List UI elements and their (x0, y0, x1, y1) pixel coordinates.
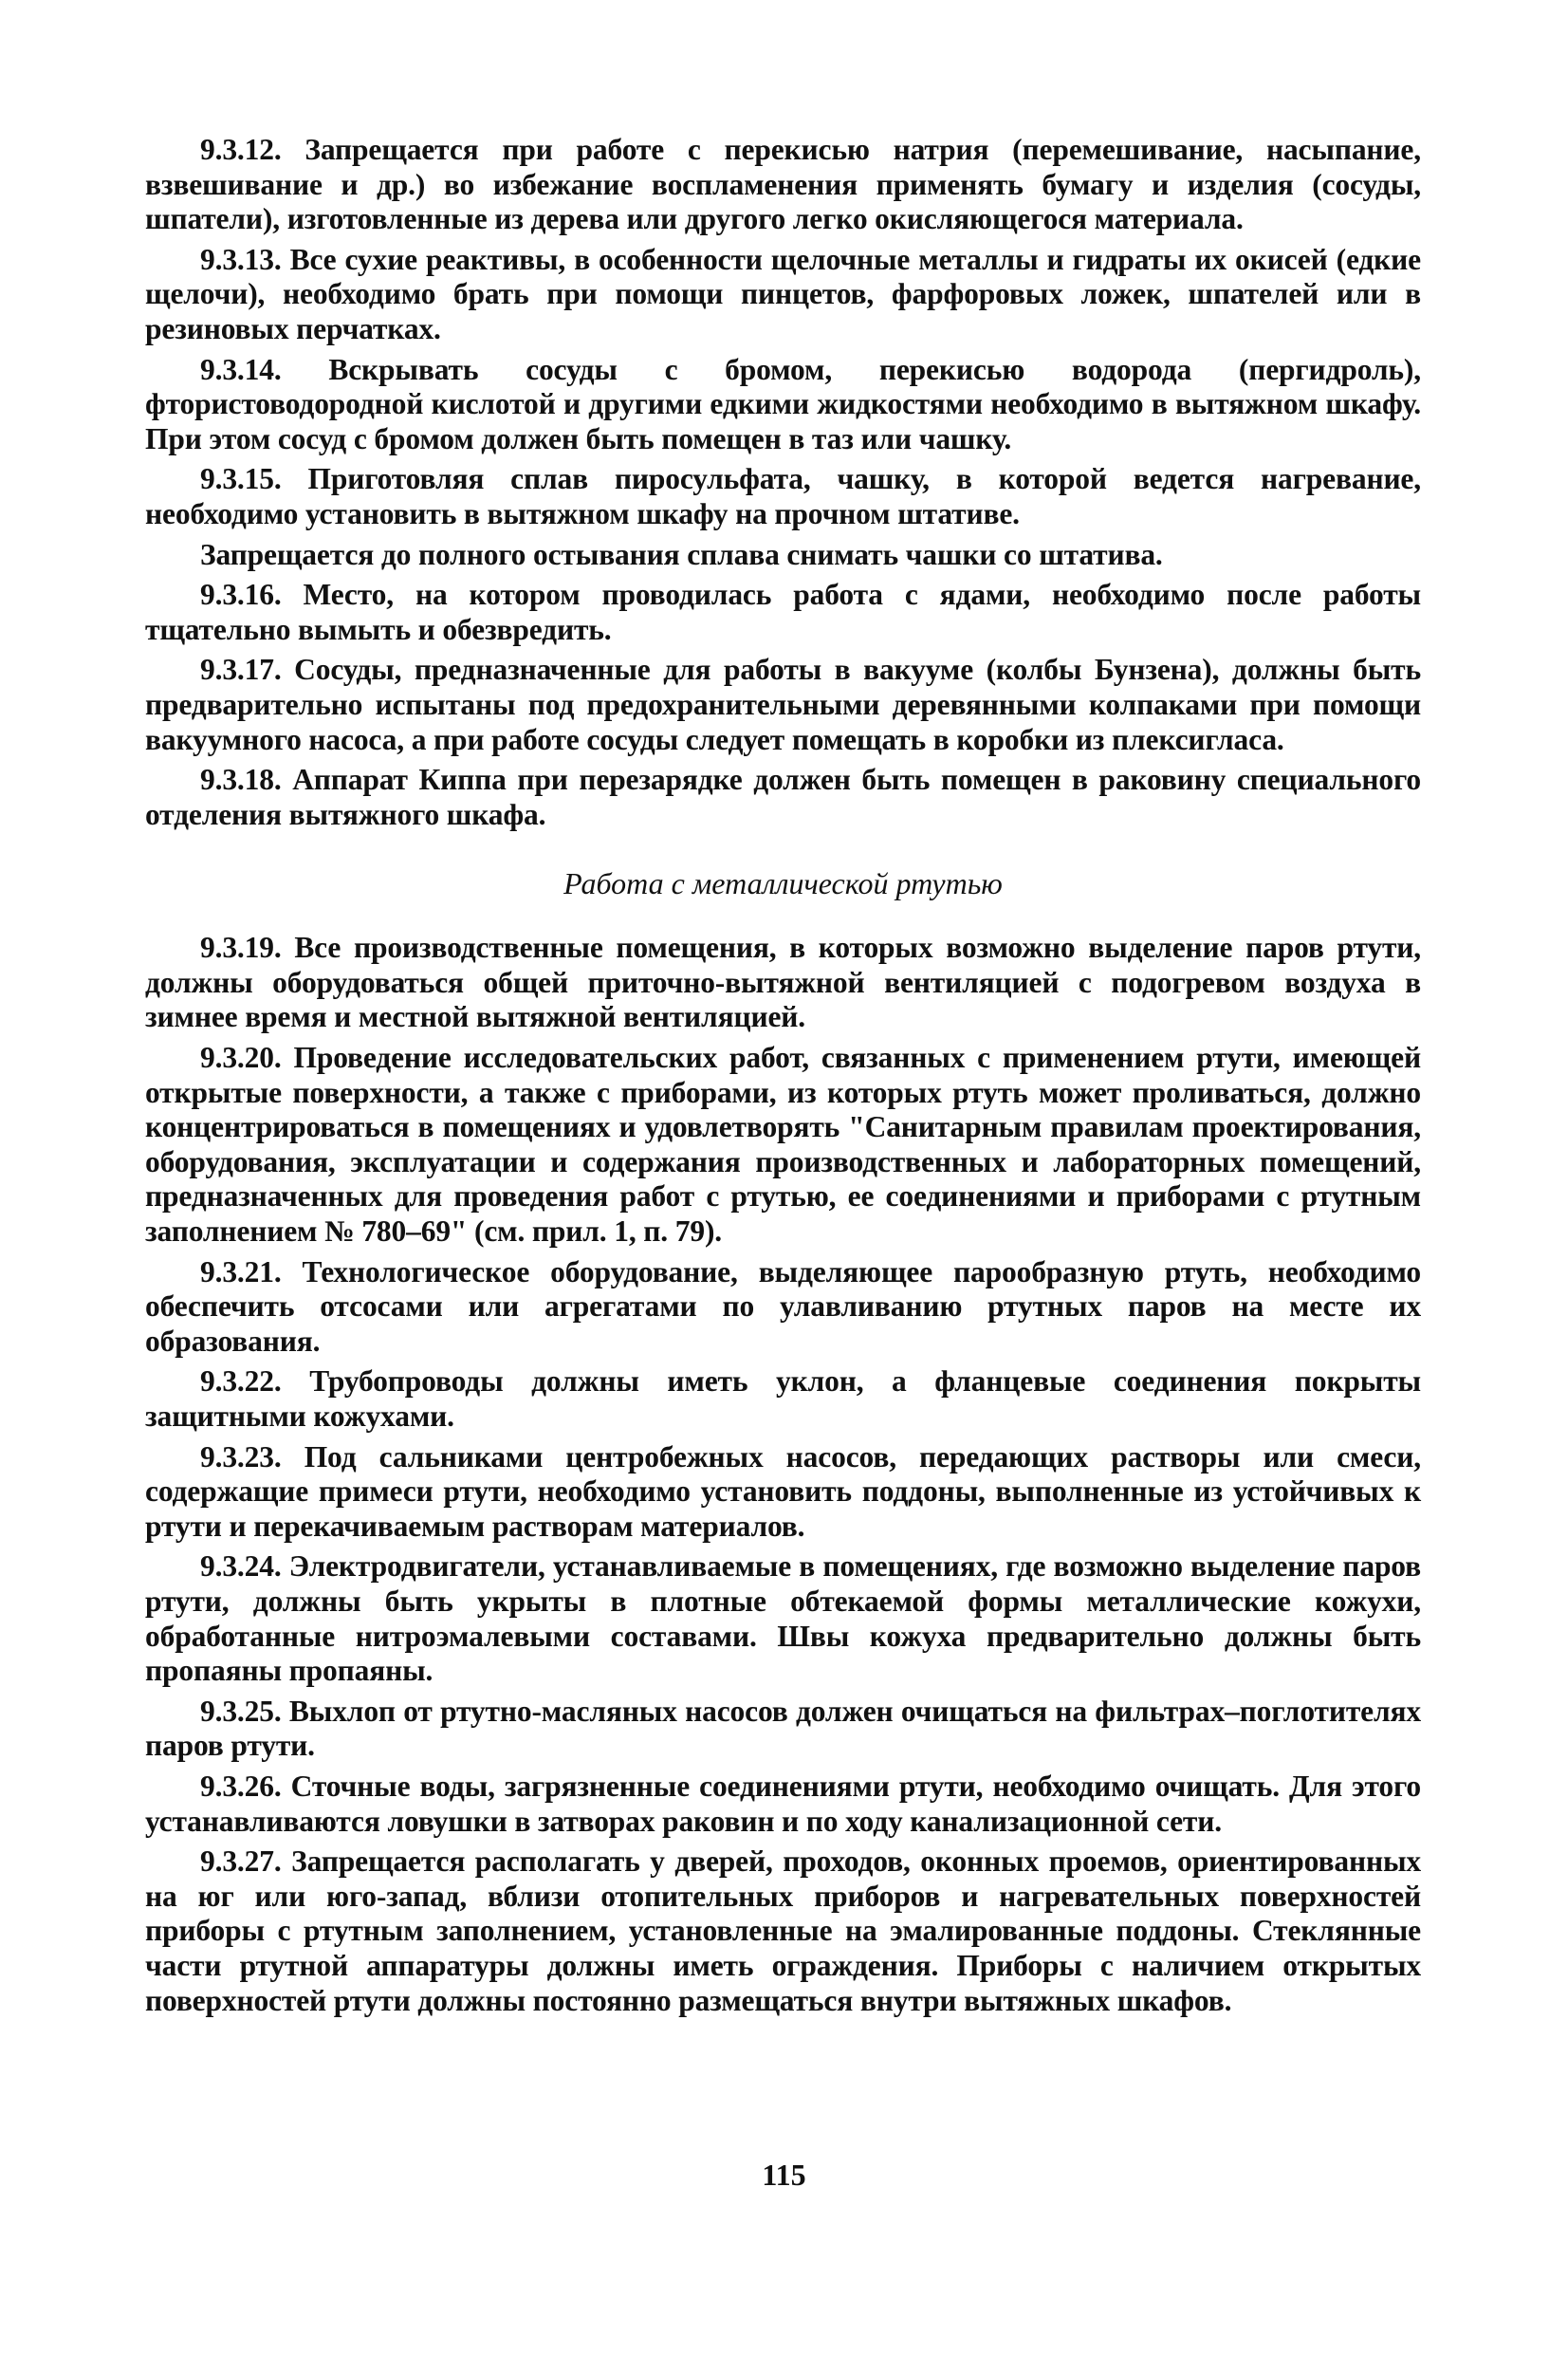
paragraph-9-3-23: 9.3.23. Под сальниками центробежных насосов, передающих растворы или смеси, содержащие примеси ртути, необходимо установить поддоны, выполненные из устойчивых к ртути и перекачиваемым растворам материалов. (145, 1439, 1421, 1543)
paragraph-9-3-20: 9.3.20. Проведение исследовательских работ, связанных с применением ртути, имеющей открытые поверхности, а также с приборами, из которых ртуть может проливаться, должно концентрироваться в помещениях и удовлетворять "Санитарным правилам проектирования, оборудования, эксплуатации и содержания производственных и лабораторных помещений, предназначенных для проведения работ с ртутью, ее соединениями и приборами с ртутным заполнением № 780–69" (см. прил. 1, п. 79). (145, 1041, 1421, 1249)
paragraph-9-3-16: 9.3.16. Место, на котором проводилась работа с ядами, необходимо после работы тщательно вымыть и обезвредить. (145, 578, 1421, 646)
paragraph-9-3-19: 9.3.19. Все производственные помещения, в которых возможно выделение паров ртути, должны оборудоваться общей приточно-вытяжной вентиляцией с подогревом воздуха в зимнее время и местной вытяжной вентиляцией. (145, 931, 1421, 1034)
paragraph-9-3-26: 9.3.26. Сточные воды, загрязненные соединениями ртути, необходимо очищать. Для этого устанавливаются ловушки в затворах раковин и по ходу канализационной сети. (145, 1769, 1421, 1838)
paragraph-9-3-21: 9.3.21. Технологическое оборудование, выделяющее парообразную ртуть, необходимо обеспечить отсосами или агрегатами по улавливанию ртутных паров на месте их образования. (145, 1254, 1421, 1358)
paragraph-9-3-24: 9.3.24. Электродвигатели, устанавливаемые в помещениях, где возможно выделение паров ртути, должны быть укрыты в плотные обтекаемой формы металлические кожухи, обработанные нитроэмалевыми составами. Швы кожуха предварительно должны быть пропаяны пропаяны. (145, 1549, 1421, 1688)
paragraph-9-3-17: 9.3.17. Сосуды, предназначенные для работы в вакууме (колбы Бунзена), должны быть предварительно испытаны под предохранительными деревянными колпаками при помощи вакуумного насоса, а при работе сосуды следует помещать в коробки из плексигласа. (145, 653, 1421, 756)
paragraph-9-3-14: 9.3.14. Вскрывать сосуды с бромом, перекисью водорода (пергидроль), фтористоводородной кислотой и другими едкими жидкостями необходимо в вытяжном шкафу. При этом сосуд с бромом должен быть помещен в таз или чашку. (145, 352, 1421, 455)
paragraph-9-3-25: 9.3.25. Выхлоп от ртутно-масляных насосов должен очищаться на фильтрах–поглотителях паров ртути. (145, 1694, 1421, 1763)
paragraph-9-3-18: 9.3.18. Аппарат Киппа при перезарядке должен быть помещен в раковину специального отделения вытяжного шкафа. (145, 763, 1421, 831)
section-heading: Работа с металлической ртутью (563, 866, 1003, 901)
paragraph-9-3-15: 9.3.15. Приготовляя сплав пиросульфата, чашку, в которой ведется нагревание, необходимо установить в вытяжном шкафу на прочном штативе. (145, 462, 1421, 530)
paragraph-9-3-22: 9.3.22. Трубопроводы должны иметь уклон, а фланцевые соединения покрыты защитными кожухами. (145, 1364, 1421, 1433)
page-body (145, 133, 1421, 2024)
paragraph-9-3-15-note: Запрещается до полного остывания сплава снимать чашки со штатива. (200, 537, 1163, 571)
paragraph-9-3-13: 9.3.13. Все сухие реактивы, в особенности щелочные металлы и гидраты их окисей (едкие щелочи), необходимо брать при помощи пинцетов, фарфоровых ложек, шпателей или в резиновых перчатках. (145, 242, 1421, 345)
paragraph-9-3-27: 9.3.27. Запрещается располагать у дверей, проходов, оконных проемов, ориентированных на юг или юго-запад, вблизи отопительных приборов и нагревательных поверхностей приборы с ртутным заполнением, установленные на эмалированные поддоны. Стеклянные части ртутной аппаратуры должны иметь ограждения. Приборы с наличием открытых поверхностей ртути должны постоянно размещаться внутри вытяжных шкафов. (145, 1844, 1421, 2017)
paragraph-9-3-12: 9.3.12. Запрещается при работе с перекисью натрия (перемешивание, насыпание, взвешивание и др.) во избежание воспламенения применять бумагу и изделия (сосуды, шпатели), изготовленные из дерева или другого легко окисляющегося материала. (145, 133, 1421, 236)
page-number: 115 (762, 2158, 806, 2192)
